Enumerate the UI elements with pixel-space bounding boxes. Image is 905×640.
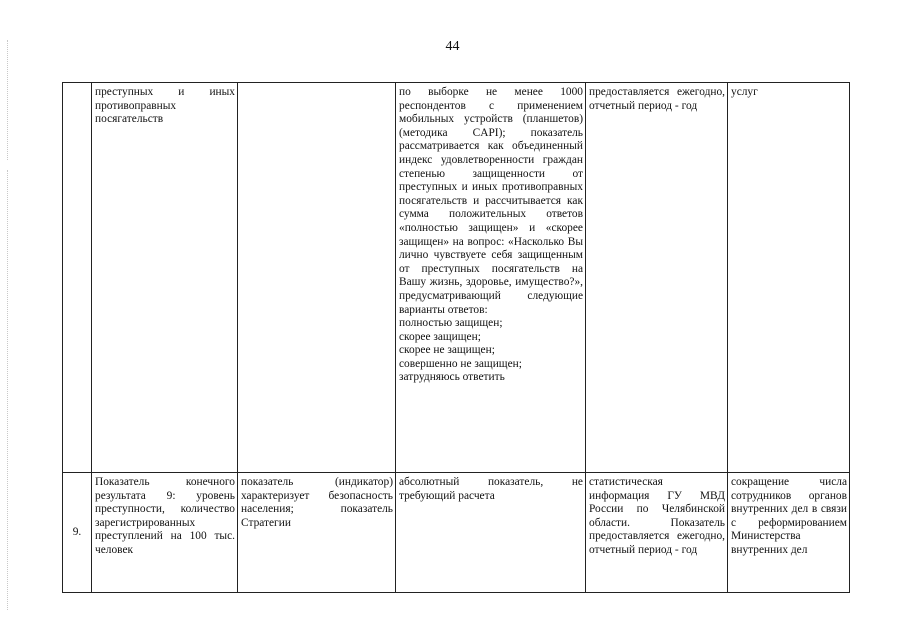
calculation-method-cell [396,83,586,473]
binding-margin-line [7,40,8,160]
method-text: по выборке не менее 1000 респондентов с применением мобильных устройств (планшетов) (методика CAPI); показатель рассматривается как объединенный индекс удовлетворенности граждан степенью защищенности от преступных и иных противоправных посягательств и рассчитывается как сумма положительных ответов «полностью защищен» и «скорее защищен» на вопрос: «Насколько Вы лично чувствуете себя защищенным от преступных посягательств на Вашу жизнь, здоровье, имущество?», предусматривающий следующие варианты ответов: [399,86,583,316]
row-number-cell [63,83,92,473]
table-row [63,473,850,593]
table-row [63,83,850,473]
row-number-cell: 9. [63,473,92,593]
calculation-method-cell: абсолютный показатель, не требующий расчета [396,473,586,593]
indicator-characteristic-cell [238,83,396,473]
data-source-cell: предоставляется ежегодно, отчетный период - год [586,83,728,473]
indicator-name-cell: Показатель конечного результата 9: уровень преступности, количество зарегистрированных преступлений на 100 тыс. человек [92,473,238,593]
answer-option: скорее не защищен; [399,344,495,357]
binding-margin-line [7,170,8,610]
answer-option: полностью защищен; [399,317,503,330]
data-source-cell: статистическая информация ГУ МВД России по Челябинской области. Показатель предоставляется ежегодно, отчетный период - год [586,473,728,593]
answer-option: скорее защищен; [399,330,481,343]
indicator-characteristic-cell: показатель (индикатор) характеризует безопасность населения; показатель Стратегии [238,473,396,593]
answer-option: совершенно не защищен; [399,357,522,370]
indicators-table [62,82,850,593]
answer-option: затрудняюсь ответить [399,371,505,384]
influencing-factors-cell: услуг [728,83,850,473]
influencing-factors-cell: сокращение числа сотрудников органов внутренних дел в связи с реформированием Министерства внутренних дел [728,473,850,593]
page-number: 44 [445,39,460,54]
indicator-name-cell: преступных и иных противоправных посягательств [92,83,238,473]
